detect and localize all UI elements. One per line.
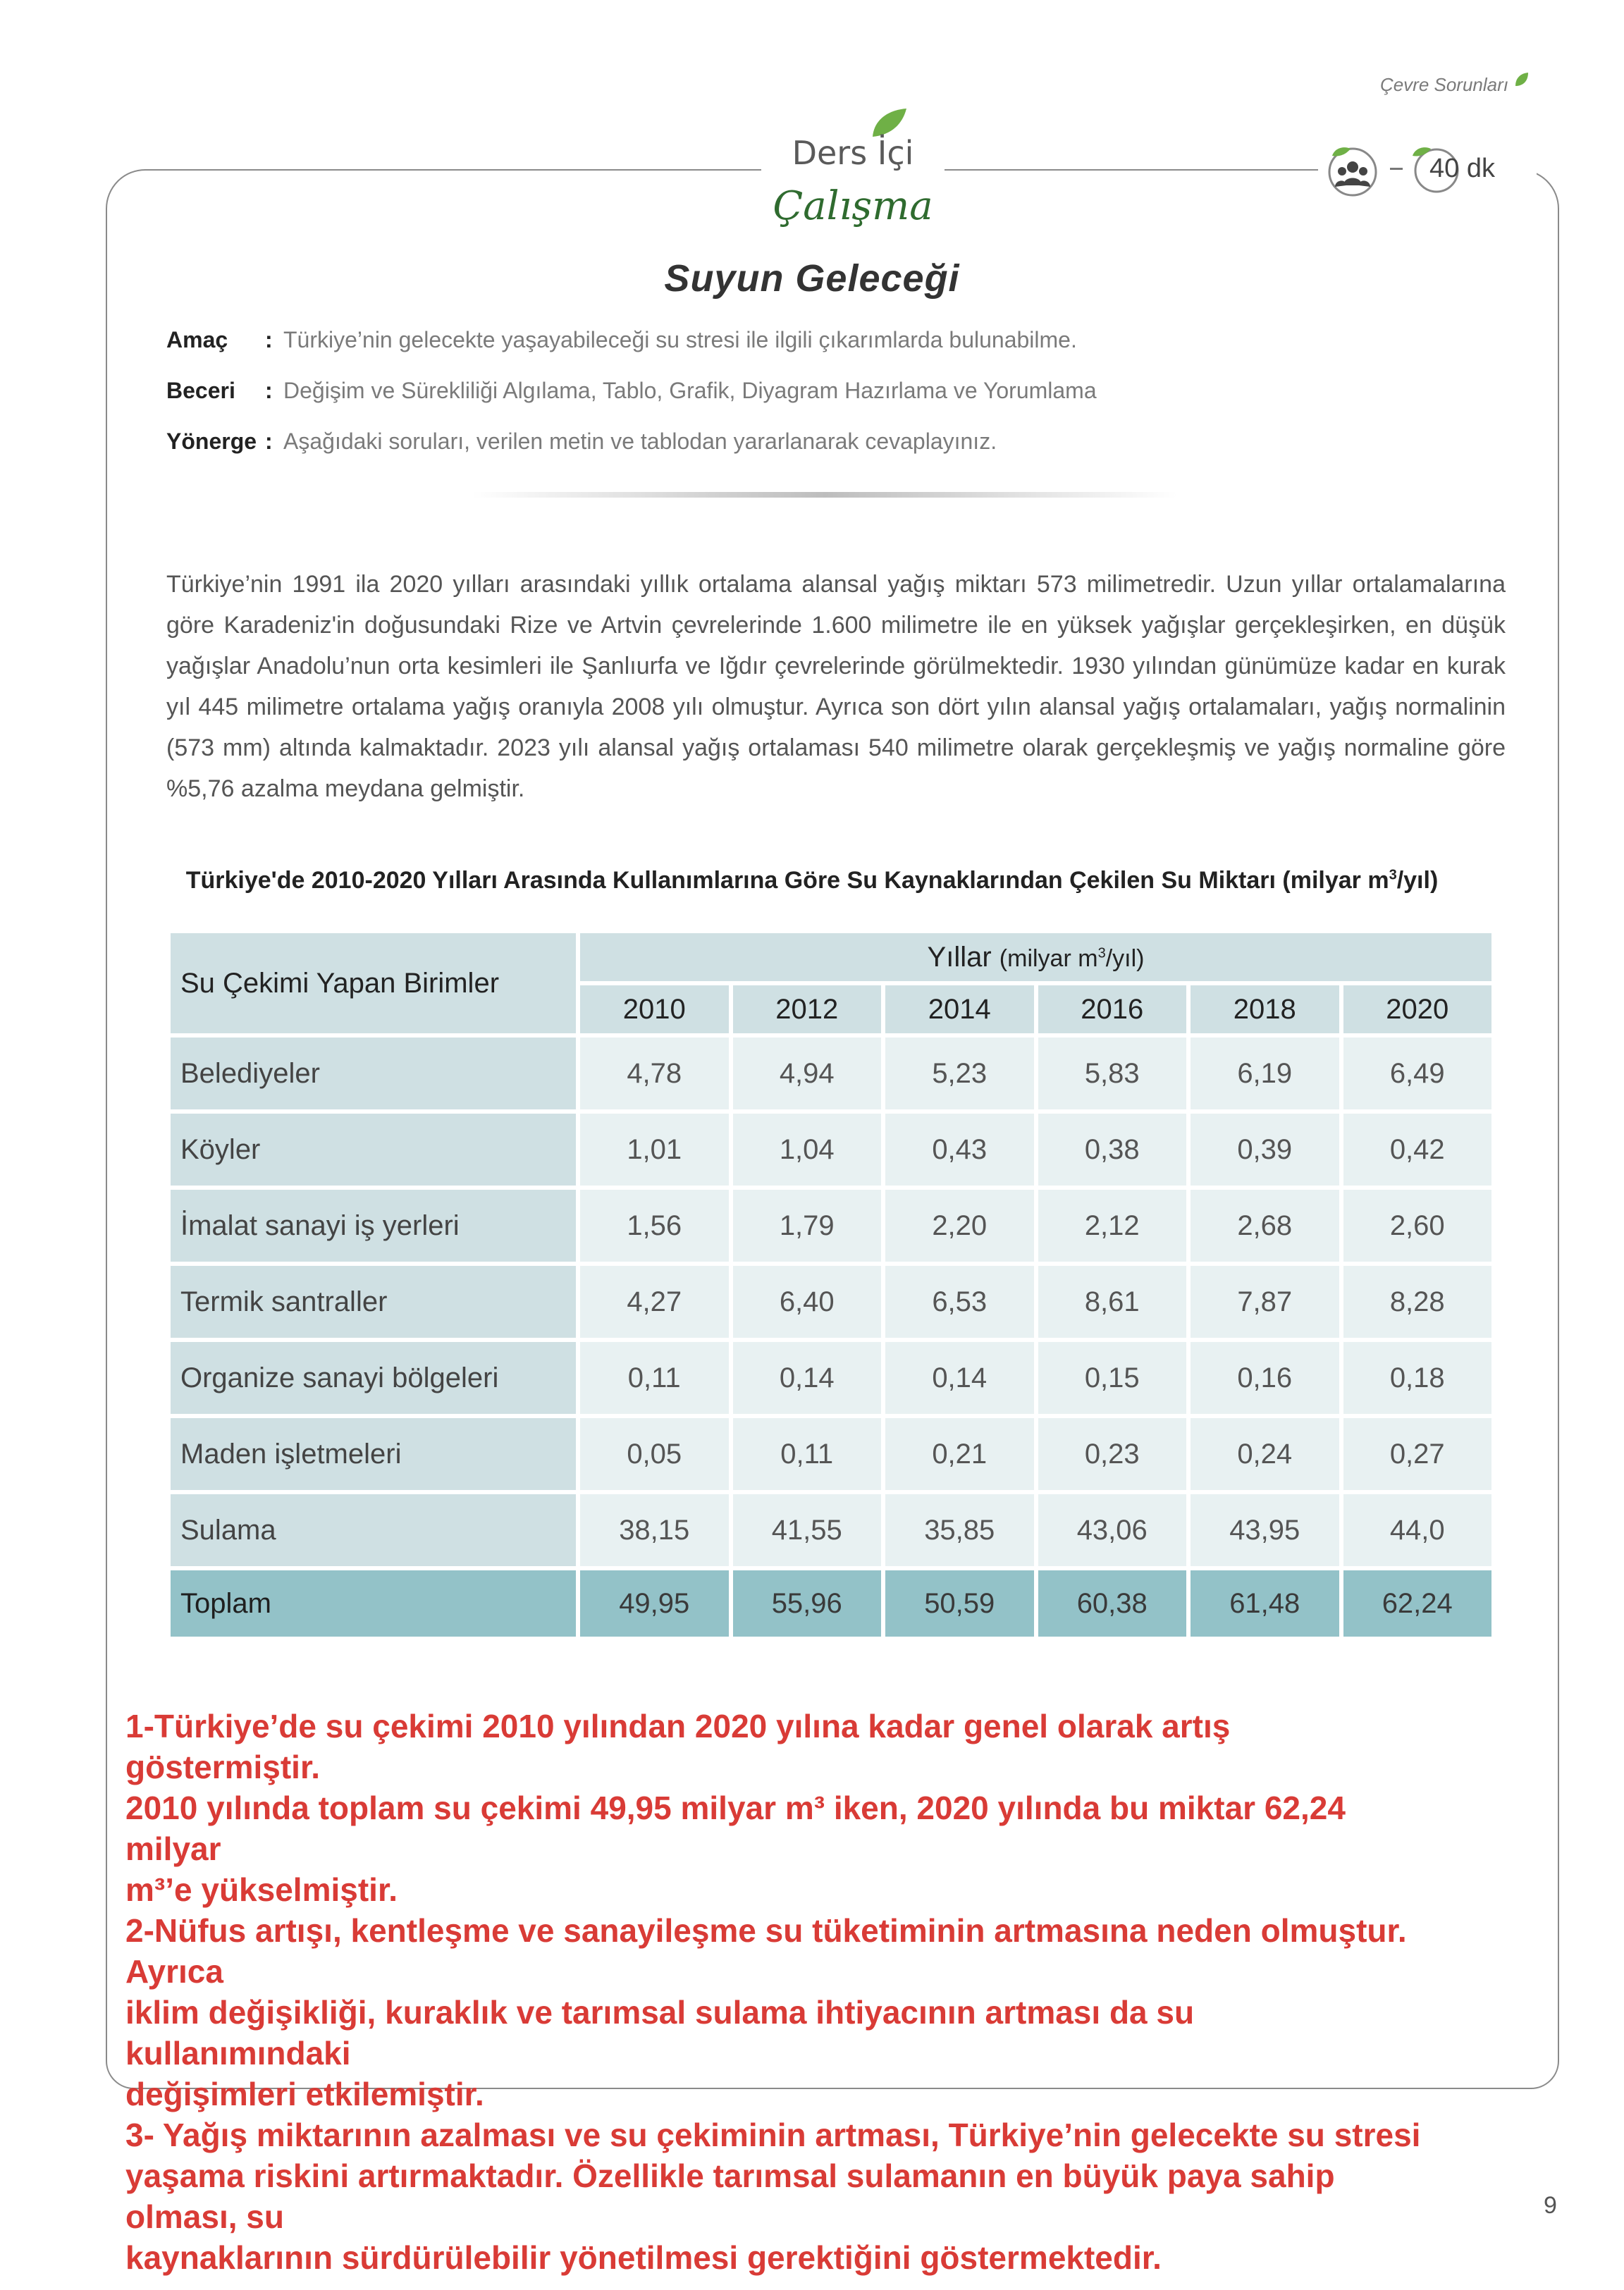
table-cell: 41,55 [733, 1494, 882, 1566]
table-cell: 0,27 [1343, 1418, 1492, 1490]
beceri-label: Beceri [166, 378, 235, 403]
meta-beceri [166, 378, 1097, 404]
years-unit-text: (milyar m [999, 944, 1098, 972]
meta-yonerge [166, 429, 997, 455]
years-unit [999, 945, 1145, 972]
table-cell: 0,43 [885, 1114, 1034, 1186]
table-cell: 6,49 [1343, 1038, 1492, 1109]
years-label: Yıllar [927, 941, 992, 973]
total-cell: 50,59 [885, 1570, 1034, 1637]
total-label: Toplam [171, 1570, 576, 1637]
colon: : [265, 429, 273, 454]
answer-line: 2-Nüfus artışı, kentleşme ve sanayileşme su tüketiminin artmasına neden olmuştur. [125, 1912, 1407, 1949]
year-header: 2012 [733, 985, 882, 1033]
page-number: 9 [1544, 2192, 1557, 2219]
table-cell: 5,23 [885, 1038, 1034, 1109]
caption-sup: 3 [1389, 867, 1397, 883]
answer-line: 1-Türkiye’de su çekimi 2010 yılından 2020 yılına kadar genel olarak artış [125, 1708, 1231, 1744]
total-cell: 61,48 [1191, 1570, 1339, 1637]
page-title: Suyun Geleceği [664, 257, 960, 300]
table-row [171, 1418, 1491, 1490]
leaf-icon [1513, 70, 1531, 89]
table-cell: 0,24 [1191, 1418, 1339, 1490]
answer-line: kaynaklarının sürdürülebilir yönetilmesi gerektiğini göstermektedir. [125, 2239, 1162, 2276]
table-cell: 35,85 [885, 1494, 1034, 1566]
answer-line: Ayrıca [125, 1953, 223, 1990]
total-cell: 49,95 [580, 1570, 729, 1637]
answer-line: m³’e yükselmiştir. [125, 1871, 398, 1908]
table-cell: 5,83 [1038, 1038, 1187, 1109]
logo-line2: Çalışma [773, 183, 933, 229]
answer-line: göstermiştir. [125, 1749, 321, 1785]
table-cell: 1,56 [580, 1190, 729, 1262]
year-header: 2020 [1343, 985, 1492, 1033]
colon: : [265, 378, 273, 403]
year-header: 2018 [1191, 985, 1339, 1033]
row-label: Termik santraller [171, 1266, 576, 1338]
table-cell: 43,95 [1191, 1494, 1339, 1566]
table-caption [0, 867, 1624, 894]
colon: : [265, 327, 273, 352]
table-row [171, 1114, 1491, 1186]
row-label: Sulama [171, 1494, 576, 1566]
intro-paragraph: Türkiye’nin 1991 ila 2020 yılları arasındaki yıllık ortalama alansal yağış miktarı 573 milimetredir. Uzun yıllar ortalamalarına göre Karadeniz'in doğusundaki Rize ve Artvin çevrelerinde 1.600 milimetre ile en yüksek yağışlar gerçekleşirken, en düşük yağışlar Anadolu’nun orta kesimleri ile Şanlıurfa ve Iğdır çevrelerinde görülmektedir. 1930 yılından günümüze kadar en kurak yıl 445 milimetre ortalama yağış oranıyla 2008 yılı olmuştur. Ayrıca son dört yılın alansal yağış ortalamaları, yağış normalinin (573 mm) altında kalmaktadır. 2023 yılı alansal yağış ortalaması 540 milimetre olarak gerçekleşmiş ve yağış normaline göre %5,76 azalma meydana gelmiştir. [166, 571, 1506, 802]
badge-separator [1390, 168, 1403, 170]
table-cell: 2,12 [1038, 1190, 1187, 1262]
duration-label: 40 dk [1429, 154, 1495, 183]
row-label: İmalat sanayi iş yerleri [171, 1190, 576, 1262]
table-cell: 4,78 [580, 1038, 729, 1109]
answer-line: milyar [125, 1830, 221, 1867]
answer-line: 3- Yağış miktarının azalması ve su çekiminin artması, Türkiye’nin gelecekte su stresi [125, 2117, 1421, 2153]
caption-main: Türkiye'de 2010-2020 Yılları Arasında Kullanımlarına Göre Su Kaynaklarından Çekilen Su Miktarı (milyar m [185, 867, 1389, 894]
table-row [171, 1494, 1491, 1566]
table-cell: 2,20 [885, 1190, 1034, 1262]
table-cell: 0,18 [1343, 1342, 1492, 1414]
table-cell: 6,19 [1191, 1038, 1339, 1109]
years-header [580, 933, 1491, 981]
answers-block [125, 1706, 1563, 2278]
table-cell: 0,16 [1191, 1342, 1339, 1414]
answer-line: 2010 yılında toplam su çekimi 49,95 milyar m³ iken, 2020 yılında bu miktar 62,24 [125, 1790, 1346, 1826]
yonerge-text: Aşağıdaki soruları, verilen metin ve tablodan yararlanarak cevaplayınız. [283, 429, 997, 454]
answer-line: iklim değişikliği, kuraklık ve tarımsal sulama ihtiyacının artması da su [125, 1994, 1195, 2031]
answer-line: değişimleri etkilemiştir. [125, 2076, 484, 2112]
total-cell: 60,38 [1038, 1570, 1187, 1637]
group-work-icon [1325, 144, 1380, 199]
table-cell: 43,06 [1038, 1494, 1187, 1566]
answer-line: yaşama riskini artırmaktadır. Özellikle tarımsal sulamanın en büyük paya sahip [125, 2157, 1335, 2194]
table-cell: 2,60 [1343, 1190, 1492, 1262]
table-cell: 0,38 [1038, 1114, 1187, 1186]
caption-end: /yıl) [1396, 867, 1439, 894]
table-cell: 1,01 [580, 1114, 729, 1186]
table-cell: 0,39 [1191, 1114, 1339, 1186]
table-cell: 7,87 [1191, 1266, 1339, 1338]
table-row [171, 1266, 1491, 1338]
table-cell: 6,40 [733, 1266, 882, 1338]
table-row [171, 1038, 1491, 1109]
yonerge-label: Yönerge [166, 429, 257, 454]
year-header: 2010 [580, 985, 729, 1033]
table-row [171, 1190, 1491, 1262]
table-cell: 0,05 [580, 1418, 729, 1490]
year-header: 2016 [1038, 985, 1187, 1033]
table-cell: 0,14 [885, 1342, 1034, 1414]
table-cell: 6,53 [885, 1266, 1034, 1338]
answer-line: olması, su [125, 2198, 284, 2235]
topic-label: Çevre Sorunları [1379, 74, 1508, 95]
table-cell: 0,14 [733, 1342, 882, 1414]
table-cell: 1,04 [733, 1114, 882, 1186]
table-cell: 38,15 [580, 1494, 729, 1566]
row-label: Köyler [171, 1114, 576, 1186]
row-label: Organize sanayi bölgeleri [171, 1342, 576, 1414]
amac-label: Amaç [166, 327, 228, 352]
total-row [171, 1570, 1491, 1637]
answer-line: kullanımındaki [125, 2035, 351, 2072]
divider [472, 492, 1177, 498]
table-cell: 0,15 [1038, 1342, 1187, 1414]
row-label: Belediyeler [171, 1038, 576, 1109]
table-cell: 4,27 [580, 1266, 729, 1338]
row-header: Su Çekimi Yapan Birimler [171, 933, 576, 1033]
table-cell: 0,11 [733, 1418, 882, 1490]
years-unit-sup: 3 [1097, 945, 1106, 961]
table-row [171, 1342, 1491, 1414]
year-header: 2014 [885, 985, 1034, 1033]
total-cell: 55,96 [733, 1570, 882, 1637]
table-cell: 2,68 [1191, 1190, 1339, 1262]
years-unit-end: /yıl) [1105, 944, 1145, 972]
table-cell: 0,11 [580, 1342, 729, 1414]
table-cell: 4,94 [733, 1038, 882, 1109]
meta-amac [166, 327, 1077, 353]
table-cell: 8,28 [1343, 1266, 1492, 1338]
table-cell: 1,79 [733, 1190, 882, 1262]
amac-text: Türkiye’nin gelecekte yaşayabileceği su stresi ile ilgili çıkarımlarda bulunabilme. [283, 327, 1077, 352]
total-cell: 62,24 [1343, 1570, 1492, 1637]
table-cell: 0,42 [1343, 1114, 1492, 1186]
table-cell: 44,0 [1343, 1494, 1492, 1566]
table-cell: 8,61 [1038, 1266, 1187, 1338]
logo [761, 106, 945, 247]
row-label: Maden işletmeleri [171, 1418, 576, 1490]
water-table [166, 929, 1496, 1641]
table-cell: 0,23 [1038, 1418, 1187, 1490]
logo-line1: Ders İçi [792, 134, 914, 172]
table-cell: 0,21 [885, 1418, 1034, 1490]
beceri-text: Değişim ve Sürekliliği Algılama, Tablo, Grafik, Diyagram Hazırlama ve Yorumlama [283, 378, 1097, 403]
